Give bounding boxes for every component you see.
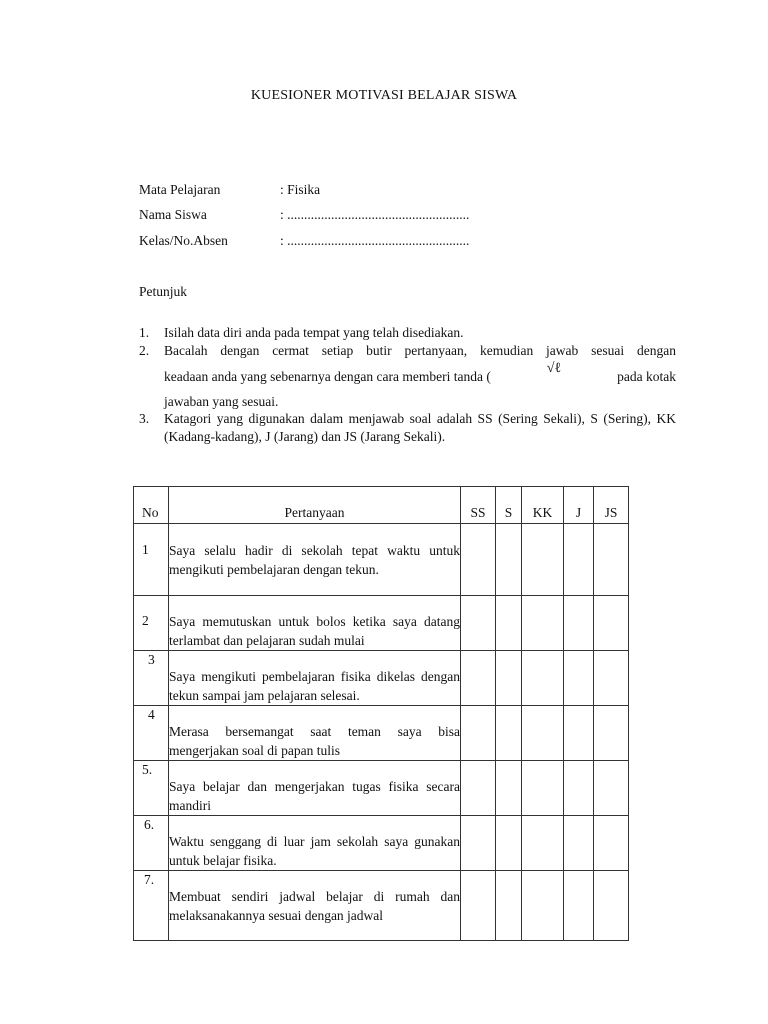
info-value: : ...................................................... <box>280 233 470 248</box>
question-cell <box>169 816 461 871</box>
table-row <box>134 706 629 761</box>
header-question: Pertanyaan <box>169 487 461 524</box>
answer-cell-s[interactable] <box>496 816 522 871</box>
row-number: 6. <box>144 817 155 832</box>
question-text: Membuat sendiri jadwal belajar di rumah dan melaksanakannya sesuai dengan jadwal <box>169 889 460 923</box>
document-title: KUESIONER MOTIVASI BELAJAR SISWA <box>250 88 518 103</box>
answer-cell-j[interactable] <box>564 706 594 761</box>
row-number: 7. <box>144 872 155 887</box>
instruction-text: Katagori yang digunakan dalam menjawab soal adalah SS (Sering Sekali), S (Sering), KK (Kadang-kadang), J (Jarang) dan JS (Jarang Sekali). <box>164 411 676 444</box>
answer-cell-ss[interactable] <box>461 871 496 941</box>
table-row <box>134 761 629 816</box>
answer-cell-kk[interactable] <box>522 706 564 761</box>
answer-cell-js[interactable] <box>594 871 629 941</box>
answer-cell-kk[interactable] <box>522 596 564 651</box>
row-number: 5. <box>142 762 153 777</box>
check-mark-icon: √ℓ <box>546 361 562 376</box>
answer-cell-ss[interactable] <box>461 706 496 761</box>
answer-cell-kk[interactable] <box>522 816 564 871</box>
instruction-text: Isilah data diri anda pada tempat yang telah disediakan. <box>164 325 464 340</box>
info-label: Mata Pelajaran <box>139 182 221 197</box>
info-value: : ...................................................... <box>280 207 470 222</box>
answer-cell-j[interactable] <box>564 651 594 706</box>
header-no: No <box>134 487 169 524</box>
question-cell <box>169 871 461 941</box>
answer-cell-js[interactable] <box>594 816 629 871</box>
instructions-heading: Petunjuk <box>139 284 188 299</box>
instruction-text-line2: keadaan anda yang sebenarnya dengan cara memberi tanda ( <box>164 369 491 384</box>
instruction-text-line2-end: pada kotak <box>617 369 676 384</box>
answer-cell-ss[interactable] <box>461 596 496 651</box>
question-text: Saya mengikuti pembelajaran fisika dikelas dengan tekun sampai jam pelajaran selesai. <box>169 669 460 703</box>
header-js: JS <box>594 487 629 524</box>
row-number-cell <box>134 524 169 596</box>
answer-cell-j[interactable] <box>564 761 594 816</box>
questionnaire-table <box>133 486 629 941</box>
row-number-cell <box>134 596 169 651</box>
row-number: 1 <box>142 542 149 557</box>
answer-cell-s[interactable] <box>496 651 522 706</box>
table-row <box>134 596 629 651</box>
question-text: Saya belajar dan mengerjakan tugas fisika secara mandiri <box>169 779 460 813</box>
answer-cell-kk[interactable] <box>522 761 564 816</box>
answer-cell-ss[interactable] <box>461 524 496 596</box>
answer-cell-js[interactable] <box>594 524 629 596</box>
info-label: Kelas/No.Absen <box>139 233 228 248</box>
info-label: Nama Siswa <box>139 207 207 222</box>
answer-cell-j[interactable] <box>564 816 594 871</box>
header-s: S <box>496 487 522 524</box>
row-number-cell <box>134 761 169 816</box>
answer-cell-s[interactable] <box>496 761 522 816</box>
question-cell <box>169 706 461 761</box>
instruction-text-line1: Bacalah dengan cermat setiap butir pertanyaan, kemudian jawab sesuai dengan <box>164 343 676 358</box>
row-number-cell <box>134 706 169 761</box>
question-cell <box>169 524 461 596</box>
answer-cell-s[interactable] <box>496 871 522 941</box>
answer-cell-js[interactable] <box>594 596 629 651</box>
answer-cell-js[interactable] <box>594 761 629 816</box>
header-ss: SS <box>461 487 496 524</box>
instruction-number: 3. <box>139 411 150 426</box>
row-number-cell <box>134 871 169 941</box>
answer-cell-js[interactable] <box>594 706 629 761</box>
answer-cell-j[interactable] <box>564 524 594 596</box>
question-text: Merasa bersemangat saat teman saya bisa mengerjakan soal di papan tulis <box>169 724 460 758</box>
answer-cell-kk[interactable] <box>522 871 564 941</box>
row-number: 3 <box>148 652 155 667</box>
answer-cell-ss[interactable] <box>461 651 496 706</box>
row-number: 2 <box>142 613 149 628</box>
table-header-row <box>134 487 629 524</box>
question-cell <box>169 761 461 816</box>
instruction-number: 2. <box>139 343 150 358</box>
answer-cell-j[interactable] <box>564 871 594 941</box>
info-value: : Fisika <box>280 182 321 197</box>
header-j: J <box>564 487 594 524</box>
question-cell <box>169 651 461 706</box>
answer-cell-kk[interactable] <box>522 651 564 706</box>
instruction-text-line3: jawaban yang sesuai. <box>164 394 279 409</box>
table-row <box>134 816 629 871</box>
answer-cell-s[interactable] <box>496 706 522 761</box>
answer-cell-ss[interactable] <box>461 761 496 816</box>
row-number-cell <box>134 816 169 871</box>
header-kk: KK <box>522 487 564 524</box>
question-text: Waktu senggang di luar jam sekolah saya gunakan untuk belajar fisika. <box>169 834 460 868</box>
table-row <box>134 524 629 596</box>
table-row <box>134 651 629 706</box>
answer-cell-s[interactable] <box>496 524 522 596</box>
question-text: Saya selalu hadir di sekolah tepat waktu untuk mengikuti pembelajaran dengan tekun. <box>169 543 460 577</box>
instruction-number: 1. <box>139 325 150 340</box>
row-number-cell <box>134 651 169 706</box>
answer-cell-ss[interactable] <box>461 816 496 871</box>
table-row <box>134 871 629 941</box>
question-text: Saya memutuskan untuk bolos ketika saya datang terlambat dan pelajaran sudah mulai <box>169 614 460 648</box>
row-number: 4 <box>148 707 155 722</box>
answer-cell-kk[interactable] <box>522 524 564 596</box>
answer-cell-j[interactable] <box>564 596 594 651</box>
question-cell <box>169 596 461 651</box>
answer-cell-js[interactable] <box>594 651 629 706</box>
answer-cell-s[interactable] <box>496 596 522 651</box>
